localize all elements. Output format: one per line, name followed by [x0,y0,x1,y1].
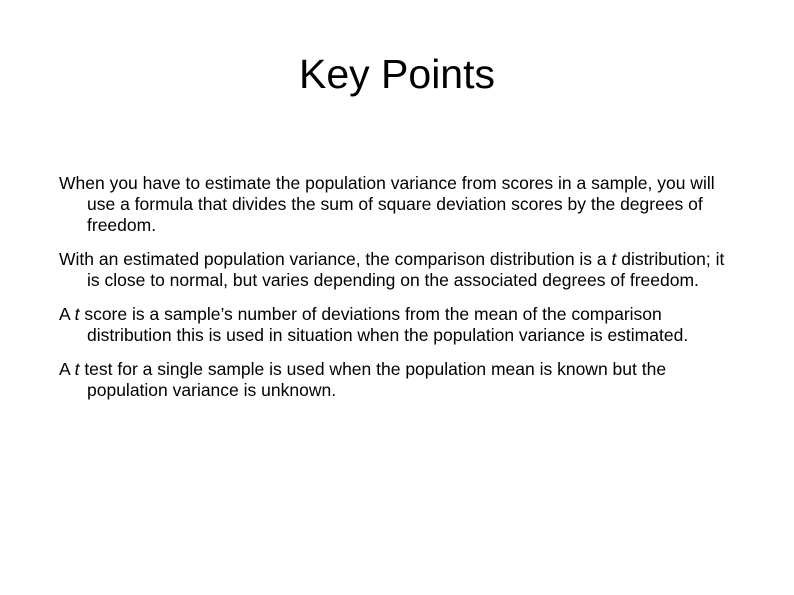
key-point [59,304,739,346]
key-point-italic-t: t [611,249,617,269]
key-point-text: test for a single sample is used when the population mean is known but the population variance is unknown. [79,359,667,400]
key-point [59,359,739,401]
key-point-text: A [59,304,75,324]
key-point-text: With an estimated population variance, the comparison distribution is a [59,249,612,269]
slide-title: Key Points [299,51,495,97]
key-point [59,173,739,236]
key-point-text: score is a sample’s number of deviations from the mean of the comparison distribution this is used in situation when the population variance is estimated. [79,304,689,345]
key-point [59,249,739,291]
key-point-text: A [59,359,75,379]
key-point-italic-t: t [74,304,80,324]
key-point-text: distribution; it is close to normal, but varies depending on the associated degrees of freedom. [87,249,725,290]
key-point-italic-t: t [74,359,80,379]
key-point-text: When you have to estimate the population variance from scores in a sample, you will use a formula that divides the sum of square deviation scores by the degrees of freedom. [59,173,715,235]
slide-body [59,173,739,414]
